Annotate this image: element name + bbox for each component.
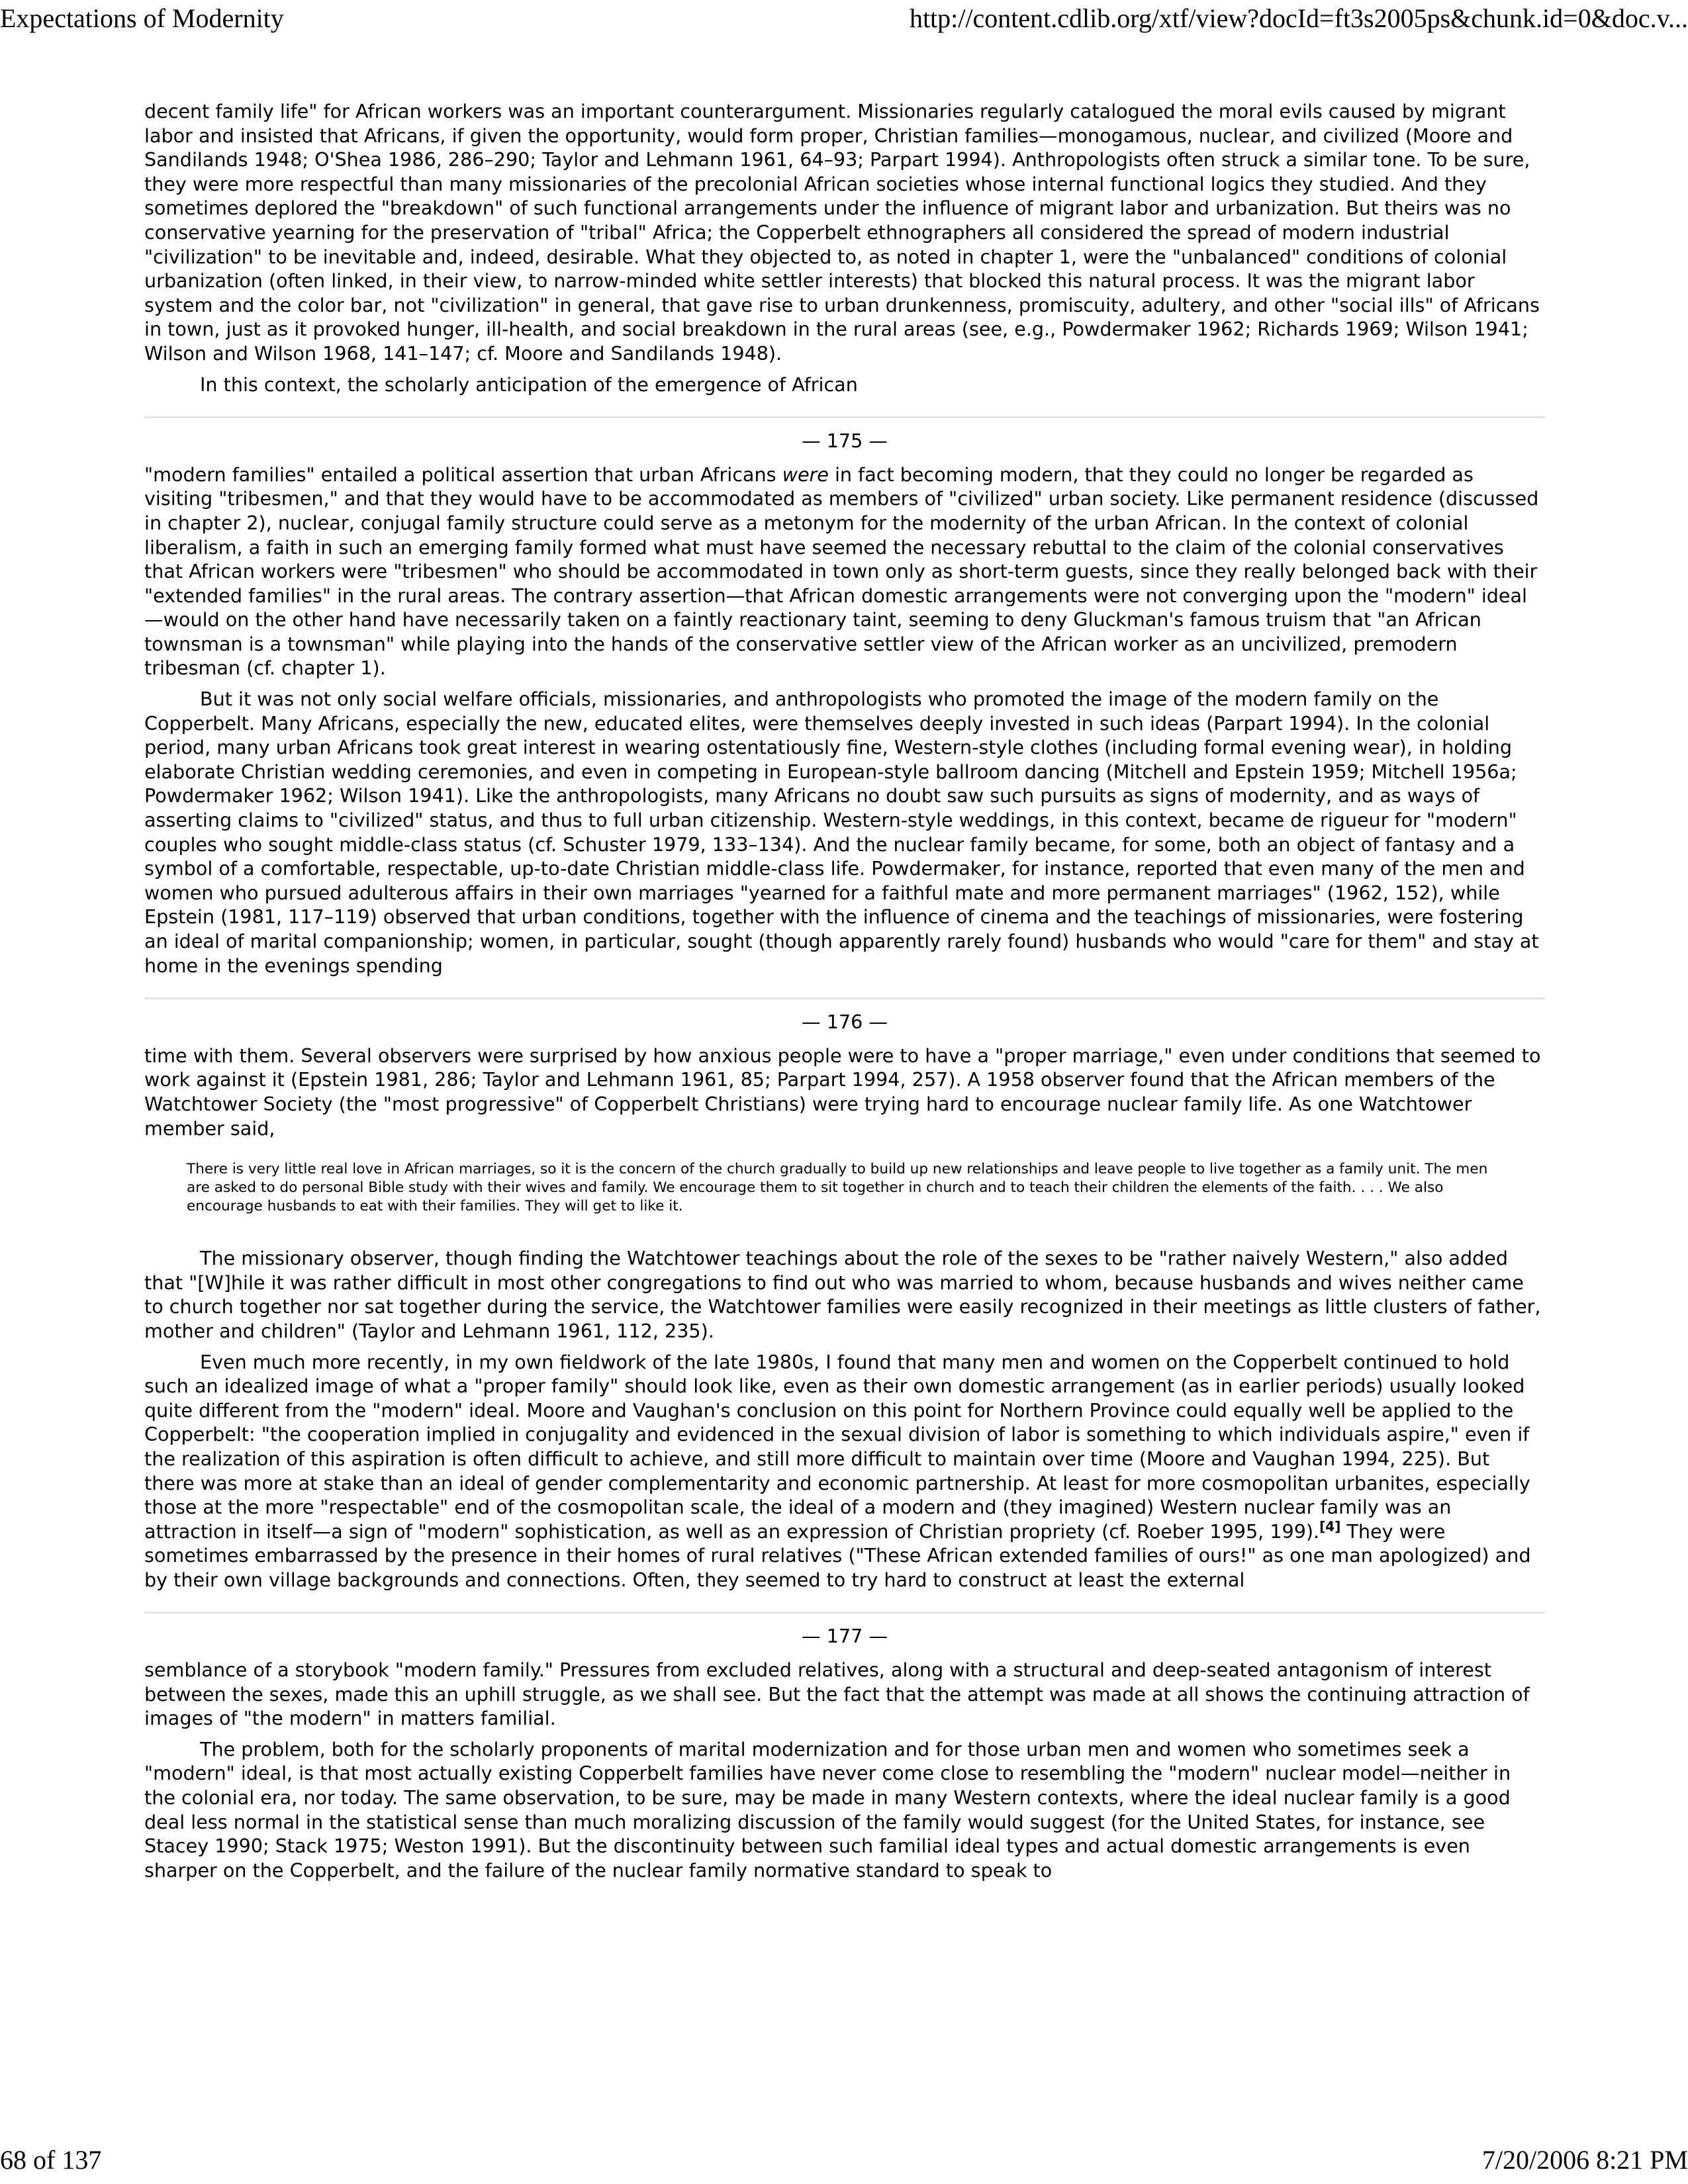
- paragraph: [144, 1350, 1545, 1592]
- page-divider: [144, 1612, 1545, 1614]
- paragraph: The problem, both for the scholarly proponents of marital modernization and for those urban men and women who sometimes seek a "modern" ideal, is that most actually existing Copperbelt families have never come close to resembling the "modern" nuclear model—neither in the colonial era, nor today. The same observation, to be sure, may be made in many Western contexts, where the ideal nuclear family is a good deal less normal in the statistical sense than much moralizing discussion of the family would suggest (for the United States, for instance, see Stacey 1990; Stack 1975; Weston 1991). But the discontinuity between such familial ideal types and actual domestic arrangements is even sharper on the Copperbelt, and the failure of the nuclear family normative standard to speak to: [144, 1737, 1511, 1882]
- paragraph: The missionary observer, though finding the Watchtower teachings about the role of the sexes to be "rather naively Western," also added that "[W]hile it was rather difficult in most other congregations to find out who was married to whom, because husbands and wives neither came to church together nor sat together during the service, the Watchtower families were easily recognized in their meetings as little clusters of father, mother and children" (Taylor and Lehmann 1961, 112, 235).: [144, 1247, 1541, 1342]
- paragraph: In this context, the scholarly anticipation of the emergence of African: [200, 373, 858, 396]
- text-run: "modern families" entailed a political assertion that urban Africans: [144, 463, 782, 486]
- block-quote: There is very little real love in African marriages, so it is the concern of the church gradually to build up new relationships and leave people to live together as a family unit. The men are asked to do personal Bible study with their wives and family. We encourage them to sit together in church and to teach their children the elements of the faith. . . . We also encourage husbands to eat with their families. They will get to like it.: [187, 1161, 1488, 1215]
- page-count: 68 of 137: [0, 2145, 102, 2175]
- paragraph: decent family life" for African workers was an important counterargument. Missionaries regularly catalogued the moral evils caused by migrant labor and insisted that Africans, if given the opportunity, would form proper, Christian families—monogamous, nuclear, and civilized (Moore and Sandilands 1948; O'Shea 1986, 286–290; Taylor and Lehmann 1961, 64–93; Parpart 1994). Anthropologists often struck a similar tone. To be sure, they were more respectful than many missionaries of the precolonial African societies whose internal functional logics they studied. And they sometimes deplored the "breakdown" of such functional arrangements under the influence of migrant labor and urbanization. But theirs was no conservative yearning for the preservation of "tribal" Africa; the Copperbelt ethnographers all considered the spread of modern industrial "civilization" to be inevitable and, indeed, desirable. What they objected to, as noted in chapter 1, were the "unbalanced" conditions of colonial urbanization (often linked, in their view, to narrow-minded white settler interests) that blocked this natural process. It was the migrant labor system and the color bar, not "civilization" in general, that gave rise to urban drunkenness, promiscuity, adultery, and other "social ills" of Africans in town, just as it provoked hunger, ill-health, and social breakdown in the rural areas (see, e.g., Powdermaker 1962; Richards 1969; Wilson 1941; Wilson and Wilson 1968, 141–147; cf. Moore and Sandilands 1948).: [144, 100, 1540, 365]
- page-break: [144, 416, 1545, 453]
- emphasis: were: [782, 463, 829, 486]
- article-body: [144, 99, 1545, 1889]
- page-divider: [144, 997, 1545, 999]
- document-title: Expectations of Modernity: [0, 3, 284, 33]
- page-divider: [144, 416, 1545, 418]
- page-number: — 177 —: [802, 1625, 888, 1648]
- paragraph: time with them. Several observers were surprised by how anxious people were to have a "proper marriage," even under conditions that seemed to work against it (Epstein 1981, 286; Taylor and Lehmann 1961, 85; Parpart 1994, 257). A 1958 observer found that the African members of the Watchtower Society (the "most progressive" of Copperbelt Christians) were trying hard to encourage nuclear family life. As one Watchtower member said,: [144, 1044, 1541, 1140]
- text-run: They were sometimes embarrassed by the presence in their homes of rural relatives ("These African extended families of ours!" as one man apologized) and by their own village backgrounds and connections. Often, they seemed to try hard to construct at least the external: [144, 1520, 1531, 1591]
- text-run: in fact becoming modern, that they could no longer be regarded as visiting "tribesmen," and that they would have to be accommodated as members of "civilized" urban society. Like permanent residence (discussed in chapter 2), nuclear, conjugal family structure could serve as a metonym for the modernity of the urban African. In the context of colonial liberalism, a faith in such an emerging family formed what must have seemed the necessary rebuttal to the claim of the colonial conservatives that African workers were "tribesmen" who should be accommodated in town only as short-term guests, since they really belonged back with their "extended families" in the rural areas. The contrary assertion—that African domestic arrangements were not converging upon the "modern" ideal—would on the other hand have necessarily taken on a faintly reactionary taint, seeming to deny Gluckman's famous truism that "an African townsman is a townsman" while playing into the hands of the conservative settler view of the African worker as an uncivilized, premodern tribesman (cf. chapter 1).: [144, 463, 1539, 680]
- paragraph: But it was not only social welfare officials, missionaries, and anthropologists who promoted the image of the modern family on the Copperbelt. Many Africans, especially the new, educated elites, were themselves deeply invested in such ideas (Parpart 1994). In the colonial period, many urban Africans took great interest in wearing ostentatiously fine, Western-style clothes (including formal evening wear), in holding elaborate Christian wedding ceremonies, and even in competing in European-style ballroom dancing (Mitchell and Epstein 1959; Mitchell 1956a; Powdermaker 1962; Wilson 1941). Like the anthropologists, many Africans no doubt saw such pursuits as signs of modernity, and as ways of asserting claims to "civilized" status, and thus to full urban citizenship. Western-style weddings, in this context, became de rigueur for "modern" couples who sought middle-class status (cf. Schuster 1979, 133–134). And the nuclear family became, for some, both an object of fantasy and a symbol of a comfortable, respectable, up-to-date Christian middle-class life. Powdermaker, for instance, reported that even many of the men and women who pursued adulterous affairs in their own marriages "yearned for a faithful mate and more permanent marriages" (1962, 152), while Epstein (1981, 117–119) observed that urban conditions, together with the influence of cinema and the teachings of missionaries, were fostering an ideal of marital companionship; women, in particular, sought (though apparently rarely found) husbands who would "care for them" and stay at home in the evenings spending: [144, 688, 1539, 977]
- page-break: [144, 997, 1545, 1034]
- page-number: — 175 —: [802, 430, 888, 453]
- page-number: — 176 —: [802, 1011, 888, 1034]
- print-timestamp: 7/20/2006 8:21 PM: [1481, 2145, 1688, 2175]
- text-run: Even much more recently, in my own fieldwork of the late 1980s, I found that many men and women on the Copperbelt continued to hold such an idealized image of what a "proper family" should look like, even as their own domestic arrangement (as in earlier periods) usually looked quite different from the "modern" ideal. Moore and Vaughan's conclusion on this point for Northern Province could equally well be applied to the Copperbelt: "the cooperation implied in conjugality and evidenced in the sexual division of labor is something to which individuals aspire," even if the realization of this aspiration is often difficult to achieve, and still more difficult to maintain over time (Moore and Vaughan 1994, 225). But there was more at stake than an ideal of gender complementarity and economic partnership. At least for more cosmopolitan urbanites, especially those at the more "respectable" end of the cosmopolitan scale, the ideal of a modern and (they imagined) Western nuclear family was an attraction in itself—a sign of "modern" sophistication, as well as an expression of Christian propriety (cf. Roeber 1995, 199).: [144, 1350, 1530, 1543]
- print-header: [0, 3, 1688, 42]
- page-url: http://content.cdlib.org/xtf/view?docId=ft3s2005ps&chunk.id=0&doc.v...: [909, 3, 1688, 33]
- footnote-link[interactable]: [4]: [1319, 1518, 1341, 1535]
- paragraph: semblance of a storybook "modern family." Pressures from excluded relatives, along with a structural and deep-seated antagonism of interest between the sexes, made this an uphill struggle, as we shall see. But the fact that the attempt was made at all shows the continuing attraction of images of "the modern" in matters familial.: [144, 1659, 1530, 1730]
- page-break: [144, 1612, 1545, 1649]
- paragraph: [144, 463, 1545, 680]
- print-footer: [0, 2144, 1688, 2184]
